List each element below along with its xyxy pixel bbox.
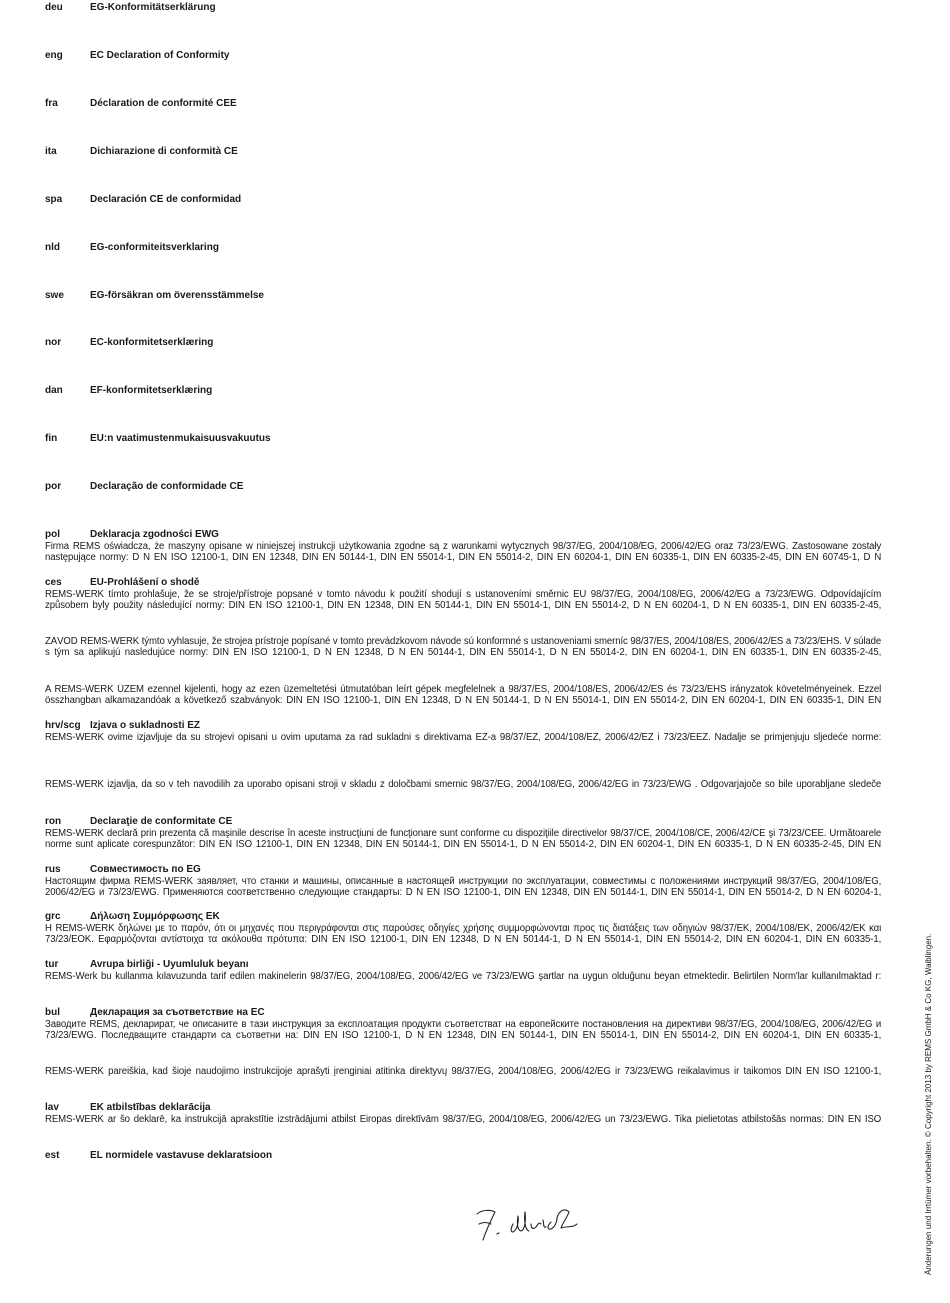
decl-text: REMS-WERK tímto prohlašuje, že se stroje/přístroje popsané v tomto návodu k použití shodují s ustanoveními směrnic EU 98/37/EG, 2004/108/EG, 2006/42/EG a 73/23/EWG. Odpovídajícím způsobem byly použity následující normy: DIN EN ISO 12100-1, DIN EN 12348, DIN EN 50144-1, DIN EN 55014-1, DIN EN 55014-2, D N EN 60204-1, D N EN 60335-1, DIN EN 60335-2-45, <box>45 589 882 612</box>
decl-text: Η REMS-WERK δηλώνει με το παρόν, ότι οι μηχανές που περιγράφονται στις παρούσες οδηγίες χρήσης συμμορφώνονται προς τις διατάξεις των οδηγιών 98/37/ΕΚ, 2004/108/ΕΚ, 2006/42/ΕΚ και 73/23/ΕΟΚ. Εφαρμόζονται αντίστοιχα τα ακόλουθα πρότυπα: DIN EN ISO 12100-1, DIN EN 12348, D N EN 50144-1, D N EN 55014-1, DIN EN 55014-2, DIN EN 60204-1, DIN EN 60335-1, <box>45 923 882 946</box>
decl-title: Izjava o sukladnosti EZ <box>90 720 201 731</box>
decl-dan <box>45 385 883 397</box>
lang-code: bul <box>45 1007 60 1018</box>
decl-slk <box>45 636 883 659</box>
lang-code: fra <box>45 98 58 109</box>
lang-code: spa <box>45 194 63 205</box>
decl-ita <box>45 146 883 158</box>
lang-code: ces <box>45 577 62 588</box>
lang-code: ita <box>45 146 57 157</box>
decl-text: Заводите REMS, декларират, че описаните в тази инструкция за експлоатация продукти съответстват на европейските постановления на директиви 98/37/EG, 2004/108/EG, 2006/42/EG и 73/23/EWG. Последващите стандарти са съответни на: DIN EN ISO 12100-1, D N EN 12348, DIN EN 50144-1, DIN EN 55014-1, DIN EN 55014-2, DIN EN 60204-1, DIN EN 60335-1, <box>45 1019 882 1042</box>
lang-code: swe <box>45 290 64 301</box>
decl-por <box>45 481 883 493</box>
decl-lit <box>45 1066 883 1089</box>
decl-text: REMS-Werk bu kullanma kılavuzunda tarif edilen makinelerin 98/37/EG, 2004/108/EG, 2006/42/EG ve 73/23/EWG şartlar na uygun olduğunu beyan etmektedir. Belirtilen Norm'lar kullanılmaktad r: <box>45 971 882 982</box>
lang-code: deu <box>45 2 63 13</box>
lang-code: fin <box>45 433 58 444</box>
decl-hrv <box>45 720 883 755</box>
decl-title: EC Declaration of Conformity <box>90 50 230 61</box>
lang-code: por <box>45 481 62 492</box>
decl-deu <box>45 2 883 14</box>
decl-text: REMS-WERK ar šo deklarē, ka instrukcijā aprakstītie izstrādājumi atbilst Eiropas direktīvām 98/37/EG, 2004/108/EG, 2006/42/EG un 73/23/EWG. Tika pielietotas atbilstošās normas: DIN EN ISO <box>45 1114 882 1125</box>
decl-title: EC-konformitetserklæring <box>90 337 214 348</box>
decl-swe <box>45 290 883 302</box>
decl-title: Совместимость по EG <box>90 864 201 875</box>
decl-title: EG-conformiteitsverklaring <box>90 242 219 253</box>
decl-grc <box>45 911 883 946</box>
decl-title: Deklaracja zgodności EWG <box>90 529 219 540</box>
decl-title: EK atbilstības deklarācija <box>90 1102 211 1113</box>
decl-tur <box>45 959 883 994</box>
lang-code: tur <box>45 959 59 970</box>
lang-code: hrv/scg <box>45 720 81 731</box>
decl-fra <box>45 98 883 110</box>
decl-title: Déclaration de conformité CEE <box>90 98 237 109</box>
decl-pol <box>45 529 883 564</box>
decl-title: EG-försäkran om överensstämmelse <box>90 290 264 301</box>
decl-text: Настоящим фирма REMS-WERK заявляет, что станки и машины, описанные в настоящей инструкции по эксплуатации, совместимы с положениями инструкций 98/37/EG, 2004/108/EG, 2006/42/EG и 73/23/EWG. Применяются соответственно следующие стандарты: D N EN ISO 12100-1, DIN EN 12348, DIN EN 50144-1, DIN EN 55014-1, DIN EN 55014-2, D N EN 60204-1, <box>45 876 882 899</box>
decl-title: Declaração de conformidade CE <box>90 481 244 492</box>
decl-fin <box>45 433 883 445</box>
decl-rus <box>45 864 883 899</box>
lang-code: ron <box>45 816 62 827</box>
lang-code: lav <box>45 1102 59 1113</box>
decl-text: ZÁVOD REMS-WERK týmto vyhlasuje, že strojea prístroje popísané v tomto prevádzkovom návode sú konformné s ustanoveniami smerníc 98/37/ES, 2004/108/ES, 2006/42/ES a 73/23/EHS. V súlade s tým sa aplikujú nasledujúce normy: DIN EN ISO 12100-1, D N EN 12348, D N EN 50144-1, DIN EN 55014-1, D N EN 55014-2, DIN EN 60204-1, DIN EN 60335-1, DIN EN 60335-2-45, <box>45 636 882 659</box>
decl-lav <box>45 1102 883 1137</box>
decl-title: Dichiarazione di conformità CE <box>90 146 238 157</box>
decl-title: Δήλωση Συμμόρφωσης ΕΚ <box>90 911 220 922</box>
decl-bul <box>45 1007 883 1042</box>
lang-code: nld <box>45 242 60 253</box>
decl-ron <box>45 816 883 851</box>
decl-title: Declaración CE de conformidad <box>90 194 242 205</box>
decl-title: EG-Konformitätserklärung <box>90 2 216 13</box>
decl-text: Firma REMS oświadcza, że maszyny opisane w niniejszej instrukcji użytkowania zgodne są z warunkami wytycznych 98/37/EG, 2004/108/EG, 2006/42/EG oraz 73/23/EWG. Zastosowane zostały następujące normy: D N EN ISO 12100-1, DIN EN 12348, DIN EN 50144-1, DIN EN 55014-1, DIN EN 55014-2, DIN EN 60204-1, DIN EN 60335-1, DIN EN 60335-2-45, DIN EN 60745-1, D N <box>45 541 882 564</box>
decl-title: Декларация за съответствие на ЕС <box>90 1007 265 1018</box>
lang-code: dan <box>45 385 63 396</box>
decl-text: REMS-WERK pareiškia, kad šioje naudojimo instrukcijoje aprašyti įrenginiai atitinka direktyvų 98/37/EG, 2004/108/EG, 2006/42/EG ir 73/23/EWG reikalavimus ir taikomos DIN EN ISO 12100-1, <box>45 1066 882 1077</box>
decl-ces <box>45 577 883 612</box>
lang-code: rus <box>45 864 61 875</box>
copyright-note: Änderungen und Irrtümer vorbehalten. © Copyright 2013 by REMS GmbH & Co KG, Waiblingen. <box>924 933 933 1275</box>
decl-text: REMS-WERK ovime izjavljuje da su strojevi opisani u ovim uputama za rad sukladni s direktivama EZ-a 98/37/EZ, 2004/108/EZ, 2006/42/EZ i 73/23/EEZ. Nadalje se primjenjuju sljedeće norme: <box>45 732 882 743</box>
decl-spa <box>45 194 883 206</box>
signature <box>473 1200 588 1248</box>
decl-eng <box>45 50 883 62</box>
decl-title: Avrupa birliği - Uyumluluk beyanı <box>90 959 249 970</box>
decl-title: Declaraţie de conformitate CE <box>90 816 233 827</box>
decl-hun <box>45 684 883 707</box>
decl-text: REMS-WERK izjavlja, da so v teh navodilih za uporabo opisani stroji v skladu z določbami smernic 98/37/EG, 2004/108/EG, 2006/42/EG in 73/23/EWG . Odgovarjajoče so bile uporabljane sledeče <box>45 779 882 790</box>
lang-code: pol <box>45 529 60 540</box>
decl-title: EU-Prohlášení o shodě <box>90 577 200 588</box>
decl-slv <box>45 779 883 802</box>
decl-title: EU:n vaatimustenmukaisuusvakuutus <box>90 433 271 444</box>
lang-code: grc <box>45 911 61 922</box>
lang-code: est <box>45 1150 60 1161</box>
lang-code: nor <box>45 337 62 348</box>
decl-text: REMS-WERK declară prin prezenta că maşinile descrise în aceste instrucţiuni de funcţionare sunt conforme cu dispoziţiile directivelor 98/37/CE, 2004/108/CE, 2006/42/CE şi 73/23/CEE. Următoarele norme sunt aplicate corespunzător: DIN EN ISO 12100-1, DIN EN 12348, DIN EN 50144-1, DIN EN 55014-1, D N EN 55014-2, DIN EN 60204-1, DIN EN 60335-1, D N EN 60335-2-45, DIN EN <box>45 828 882 851</box>
decl-text: A REMS-WERK ÜZEM ezennel kijelenti, hogy az ezen üzemeltetési útmutatóban leírt gépek megfelelnek a 98/37/ES, 2004/108/ES, 2006/42/ES és 73/23/EHS irányzatok követelményeinek. Ezzel összhangban alkamazandóak a következő szabványok: DIN EN ISO 12100-1, DIN EN 12348, D N EN 50144-1, D N EN 55014-1, DIN EN 55014-2, DIN EN 60204-1, DIN EN 60335-1, DIN EN <box>45 684 882 707</box>
decl-nor <box>45 337 883 349</box>
decl-est <box>45 1150 883 1162</box>
lang-code: eng <box>45 50 63 61</box>
decl-nld <box>45 242 883 254</box>
decl-title: EF-konformitetserklæring <box>90 385 213 396</box>
decl-title: EL normidele vastavuse deklaratsioon <box>90 1150 273 1161</box>
